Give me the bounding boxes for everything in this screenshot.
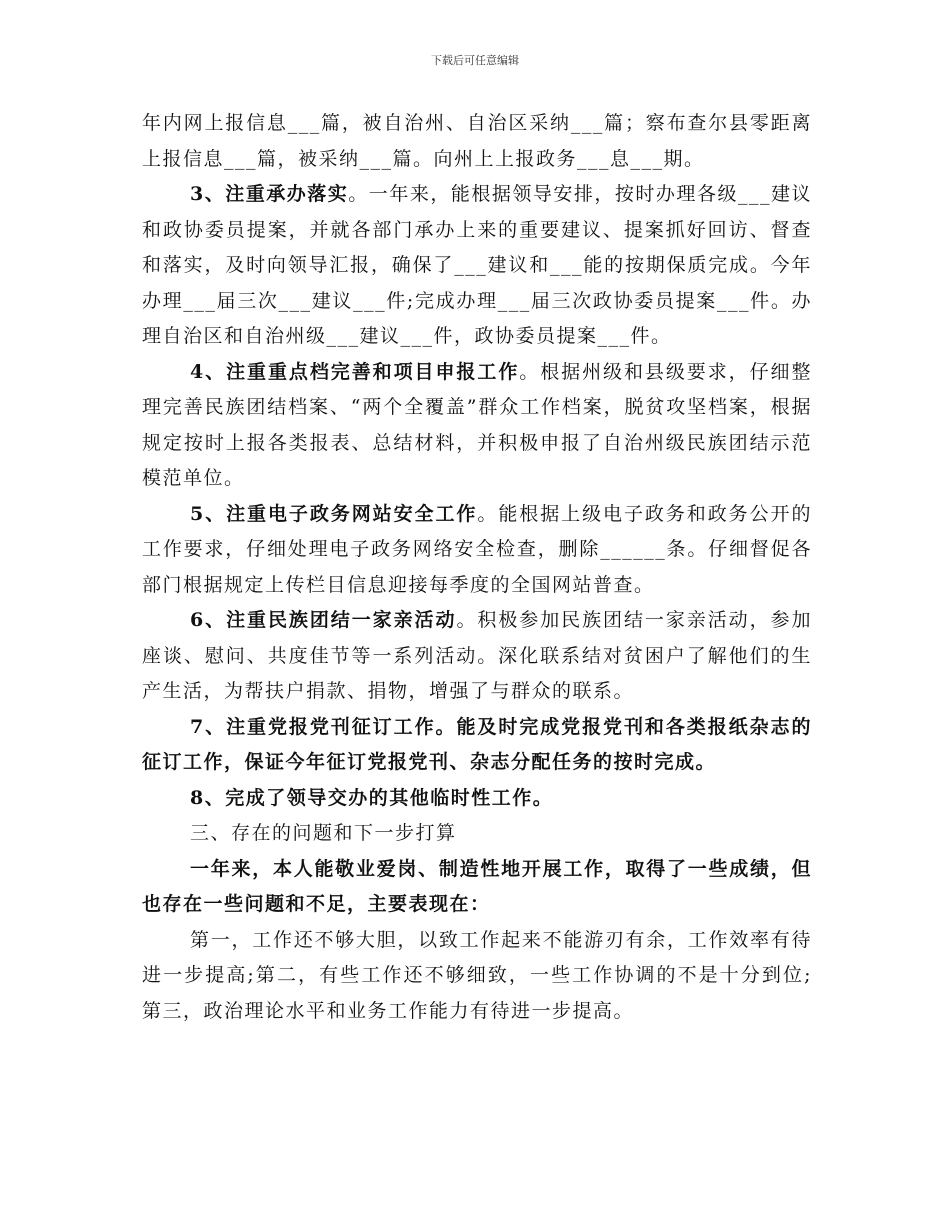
item-3-heading: 3、注重承办落实: [190, 183, 349, 205]
item-3-text: 。一年来，能根据领导安排，按时办理各级___建议和政协委员提案，并就各部门承办上来的重要建议、提案抓好回访、督查和落实，及时向领导汇报，确保了___建议和___能的按期保质完成。今年办理___届三次___建议___件;完成办理___届三次政协委员提案___件。办理自治区和自治州级___建议___件，政协委员提案___件。: [142, 183, 812, 347]
item-5-heading: 5、注重电子政务网站安全工作: [190, 502, 478, 525]
document-body: [142, 106, 812, 1029]
item-4-heading: 4、注重重点档完善和项目申报工作: [190, 360, 520, 383]
section-heading-problems: 三、存在的问题和下一步打算: [190, 822, 457, 844]
paragraph-item-8: 8、完成了领导交办的其他临时性工作。: [190, 786, 554, 809]
item-5-text: 。能根据上级电子政务和政务公开的工作要求，仔细处理电子政务网络安全检查，删除______条。仔细督促各部门根据规定上传栏目信息迎接每季度的全国网站普查。: [142, 502, 812, 596]
item-4-text: 。根据州级和县级要求，仔细整理完善民族团结档案、“两个全覆盖”群众工作档案，脱贫攻坚档案，根据规定按时上报各类报表、总结材料，并积极申报了自治州级民族团结示范模范单位。: [142, 360, 812, 489]
paragraph-item-5: [142, 497, 812, 604]
paragraph-shortcomings: 第一，工作还不够大胆，以致工作起来不能游刃有余，工作效率有待进一步提高;第二，有些工作还不够细致，一些工作协调的不是十分到位;第三，政治理论水平和业务工作能力有待进一步提高。: [142, 928, 812, 1022]
paragraph-item-6: [142, 603, 812, 710]
page-header: 下载后可任意编辑: [431, 54, 519, 67]
paragraph-item-3: [142, 177, 812, 355]
paragraph-summary: 一年来，本人能敬业爱岗、制造性地开展工作，取得了一些成绩，但也存在一些问题和不足，主要表现在：: [142, 857, 812, 915]
paragraph-item-7: 7、注重党报党刊征订工作。能及时完成党报党刊和各类报纸杂志的征订工作，保证今年征订党报党刊、杂志分配任务的按时完成。: [142, 715, 812, 773]
paragraph-item-4: [142, 355, 812, 497]
item-6-text: 。积极参加民族团结一家亲活动，参加座谈、慰问、共度佳节等一系列活动。深化联系结对贫困户了解他们的生产生活，为帮扶户捐款、捐物，增强了与群众的联系。: [142, 609, 812, 702]
paragraph-info-report: 年内网上报信息___篇，被自治州、自治区采纳___篇；察布查尔县零距离上报信息___篇，被采纳___篇。向州上上报政务___息___期。: [142, 112, 812, 170]
item-6-heading: 6、注重民族团结一家亲活动: [190, 609, 457, 631]
